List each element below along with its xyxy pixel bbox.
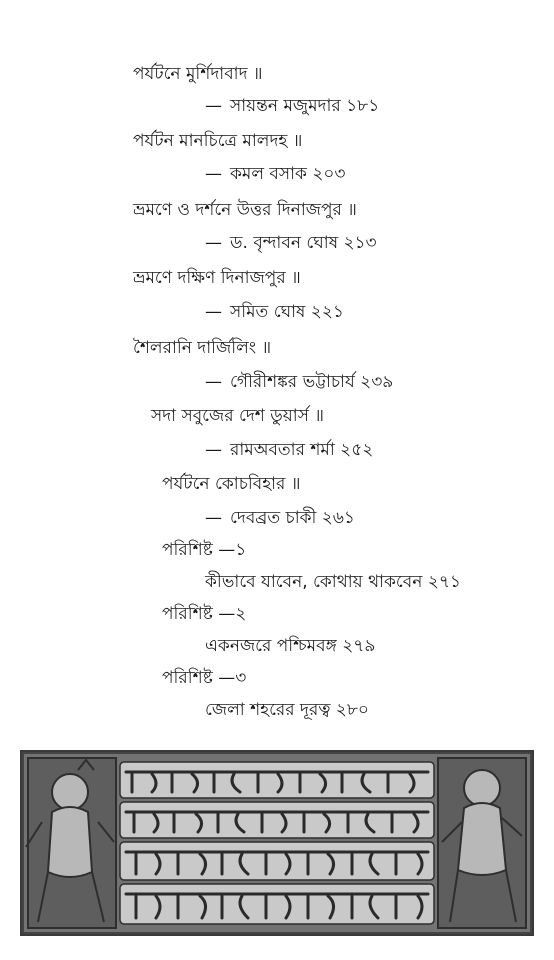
entry-author: — সায়ন্তন মজুমদার ১৮১ <box>205 96 380 116</box>
right-figure <box>438 758 526 928</box>
entry-author: — কমল বসাক ২০৩ <box>205 164 346 184</box>
entry-title: পর্যটনে মুর্শিদাবাদ ॥ <box>133 64 263 84</box>
entry-title: পর্যটনে কোচবিহার ॥ <box>162 474 301 494</box>
terracotta-inscription-panel <box>20 750 534 936</box>
entry-title: ভ্রমণে ও দর্শনে উত্তর দিনাজপুর ॥ <box>133 200 357 220</box>
appendix-content: জেলা শহরের দূরত্ব ২৮০ <box>205 700 369 720</box>
entry-author: — ড. বৃন্দাবন ঘোষ ২১৩ <box>205 233 377 253</box>
entry-author: — দেবব্রত চাকী ২৬১ <box>205 508 355 528</box>
entry-title: সদা সবুজের দেশ ডুয়ার্স ॥ <box>151 406 324 426</box>
entry-title: শৈলরানি দার্জিলিং ॥ <box>133 338 272 358</box>
appendix-label: পরিশিষ্ট —২ <box>162 604 247 624</box>
appendix-label: পরিশিষ্ট —১ <box>162 540 247 560</box>
entry-author: — গৌরীশঙ্কর ভট্টাচার্য ২৩৯ <box>205 372 394 392</box>
appendix-content: কীভাবে যাবেন, কোথায় থাকবেন ২৭১ <box>205 572 461 592</box>
appendix-label: পরিশিষ্ট —৩ <box>162 668 247 688</box>
left-figure <box>26 758 116 928</box>
entry-author: — রামঅবতার শর্মা ২৫২ <box>205 440 374 460</box>
appendix-content: একনজরে পশ্চিমবঙ্গ ২৭৯ <box>205 636 376 656</box>
entry-title: ভ্রমণে দক্ষিণ দিনাজপুর ॥ <box>133 268 301 288</box>
entry-author: — সমিত ঘোষ ২২১ <box>205 302 344 322</box>
entry-title: পর্যটন মানচিত্রে মালদহ ॥ <box>133 131 303 151</box>
